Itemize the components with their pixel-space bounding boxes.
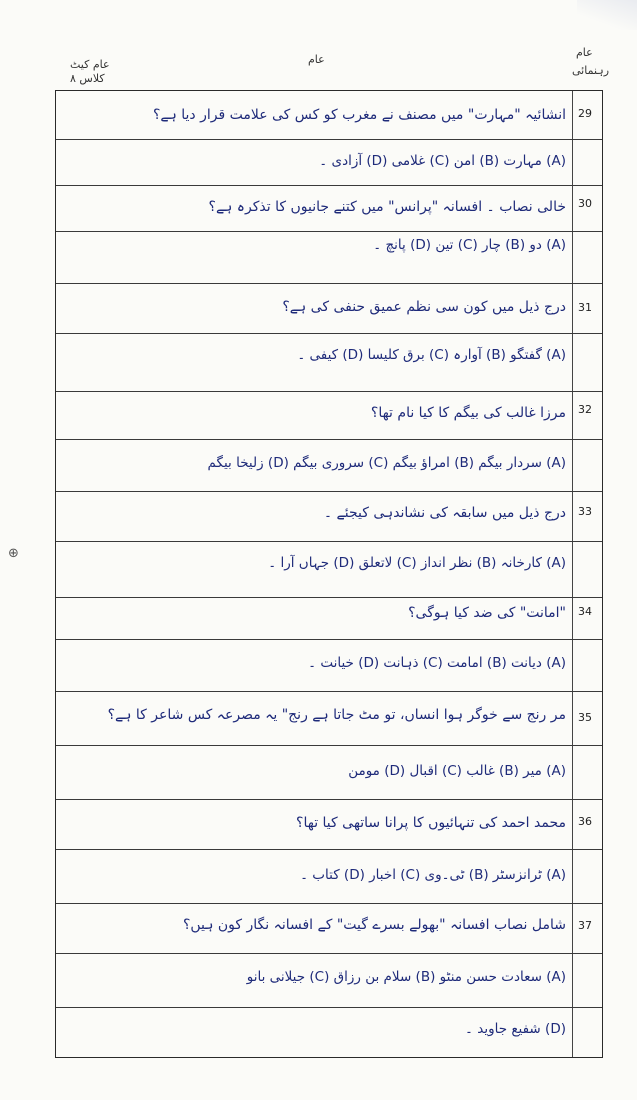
- row-divider: [56, 1007, 602, 1008]
- header-right-bottom: رہنمائی: [572, 64, 610, 77]
- row-divider: [56, 745, 602, 746]
- row-divider: [56, 439, 602, 440]
- question-30-number: 30: [578, 197, 592, 210]
- header-left-bottom: کلاس ۸: [70, 72, 105, 85]
- question-29-number: 29: [578, 107, 592, 120]
- question-31-number: 31: [578, 301, 592, 314]
- question-31-text: درج ذیل میں کون سی نظم عمیق حنفی کی ہے؟: [282, 299, 566, 315]
- question-37-options: (A) سعادت حسن منٹو (B) سلام بن رزاق (C) جیلانی بانو: [246, 969, 566, 985]
- question-35-number: 35: [578, 711, 592, 724]
- question-34-text: "امانت" کی ضد کیا ہوگی؟: [408, 605, 566, 621]
- row-divider: [56, 391, 602, 392]
- row-divider: [56, 691, 602, 692]
- header-center: عام: [308, 53, 325, 66]
- row-divider: [56, 139, 602, 140]
- row-divider: [56, 849, 602, 850]
- question-31-options: (A) گفتگو (B) آوارہ (C) برق کلیسا (D) کیفی ۔: [297, 347, 566, 363]
- question-35-options: (A) میر (B) غالب (C) اقبال (D) مومن: [348, 763, 566, 779]
- row-divider: [56, 185, 602, 186]
- question-29-text: انشائیہ "مہارت" میں مصنف نے مغرب کو کس کی علامت قرار دیا ہے؟: [152, 107, 566, 123]
- question-29-options: (A) مہارت (B) امن (C) غلامی (D) آزادی ۔: [319, 153, 566, 169]
- row-divider: [56, 283, 602, 284]
- question-34-number: 34: [578, 605, 592, 618]
- question-33-text: درج ذیل میں سابقہ کی نشاندہی کیجئے ۔: [323, 505, 566, 521]
- question-32-number: 32: [578, 403, 592, 416]
- question-32-options: (A) سردار بیگم (B) امراؤ بیگم (C) سروری بیگم (D) زلیخا بیگم: [207, 455, 566, 471]
- row-divider: [56, 953, 602, 954]
- question-34-options: (A) دیانت (B) امامت (C) ذہانت (D) خیانت ۔: [308, 655, 566, 671]
- row-divider: [56, 799, 602, 800]
- question-37-extra-option: (D) شفیع جاوید ۔: [465, 1021, 566, 1037]
- page-fold: [577, 0, 637, 30]
- question-37-number: 37: [578, 919, 592, 932]
- question-33-options: (A) کارخانہ (B) نظر انداز (C) لاتعلق (D) جہاں آرا ۔: [268, 555, 566, 571]
- header-left-top: عام کیٹ: [70, 58, 110, 71]
- question-36-number: 36: [578, 815, 592, 828]
- row-divider: [56, 903, 602, 904]
- row-divider: [56, 333, 602, 334]
- question-35-text: مر رنج سے خوگر ہوا انساں، تو مٹ جاتا ہے رنج" یہ مصرعہ کس شاعر کا ہے؟: [107, 707, 566, 723]
- registration-mark-icon: ⊕: [8, 546, 19, 561]
- row-divider: [56, 491, 602, 492]
- row-divider: [56, 639, 602, 640]
- question-32-text: مرزا غالب کی بیگم کا کیا نام تھا؟: [370, 405, 566, 421]
- question-table: [55, 90, 603, 1058]
- question-30-options: (A) دو (B) چار (C) تین (D) پانچ ۔: [373, 237, 566, 253]
- question-33-number: 33: [578, 505, 592, 518]
- question-36-text: محمد احمد کی تنہائیوں کا پرانا ساتھی کیا تھا؟: [296, 815, 566, 831]
- question-37-text: شامل نصاب افسانہ "بھولے بسرے گیت" کے افسانہ نگار کون ہیں؟: [182, 917, 566, 933]
- question-30-text: خالی نصاب ۔ افسانہ "پرانس" میں کتنے جانیوں کا تذکرہ ہے؟: [208, 199, 566, 215]
- number-column-divider: [572, 91, 573, 1057]
- question-36-options: (A) ٹرانزسٹر (B) ٹی۔وی (C) اخبار (D) کتاب ۔: [300, 867, 566, 883]
- row-divider: [56, 541, 602, 542]
- header-right-top: عام: [576, 46, 593, 59]
